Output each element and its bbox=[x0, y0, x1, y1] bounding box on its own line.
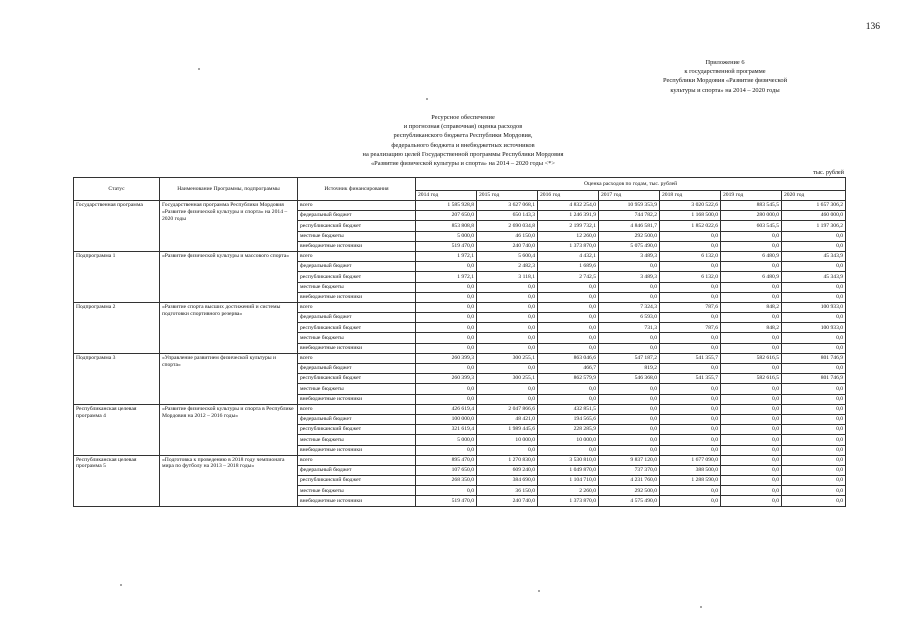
value-cell: 853 808,8 bbox=[416, 221, 477, 231]
value-cell: 0,0 bbox=[660, 425, 721, 435]
funding-source-cell: республиканский бюджет bbox=[298, 425, 416, 435]
value-cell: 260 399,3 bbox=[416, 374, 477, 384]
status-cell: Республиканская целевая программа 5 bbox=[74, 455, 160, 506]
value-cell: 0,0 bbox=[538, 282, 599, 292]
value-cell: 45 343,9 bbox=[782, 272, 846, 282]
header-year: 2019 год bbox=[721, 191, 782, 201]
value-cell: 0,0 bbox=[477, 384, 538, 394]
value-cell: 0,0 bbox=[782, 231, 846, 241]
value-cell: 0,0 bbox=[599, 292, 660, 302]
value-cell: 0,0 bbox=[477, 323, 538, 333]
program-name-cell: «Развитие физической культуры и спорта в Республике Мордовия на 2012 – 2016 годы» bbox=[160, 404, 298, 455]
funding-source-cell: федеральный бюджет bbox=[298, 313, 416, 323]
value-cell: 2 690 034,8 bbox=[477, 221, 538, 231]
value-cell: 0,0 bbox=[782, 343, 846, 353]
value-cell: 5 000,0 bbox=[416, 435, 477, 445]
funding-source-cell: внебюджетные источники bbox=[298, 343, 416, 353]
value-cell: 194 565,6 bbox=[538, 414, 599, 424]
value-cell: 0,0 bbox=[721, 262, 782, 272]
value-cell: 801 746,9 bbox=[782, 353, 846, 363]
value-cell: 36 150,0 bbox=[477, 486, 538, 496]
value-cell: 0,0 bbox=[660, 445, 721, 455]
value-cell: 1 585 928,8 bbox=[416, 201, 477, 211]
program-name-cell: Государственная программа Республики Мордовия «Развитие физической культуры и спорта» на 2014 – 2020 годы bbox=[160, 201, 298, 252]
value-cell: 895 470,0 bbox=[416, 455, 477, 465]
value-cell: 0,0 bbox=[477, 302, 538, 312]
funding-source-cell: федеральный бюджет bbox=[298, 414, 416, 424]
value-cell: 848,2 bbox=[721, 323, 782, 333]
value-cell: 46 150,0 bbox=[477, 231, 538, 241]
funding-source-cell: внебюджетные источники bbox=[298, 241, 416, 251]
value-cell: 0,0 bbox=[721, 384, 782, 394]
value-cell: 1 270 830,0 bbox=[477, 455, 538, 465]
funding-source-cell: республиканский бюджет bbox=[298, 323, 416, 333]
value-cell: 0,0 bbox=[416, 262, 477, 272]
scan-speck bbox=[700, 606, 702, 608]
value-cell: 519 470,0 bbox=[416, 241, 477, 251]
title-line: и прогнозная (справочная) оценка расходов bbox=[403, 123, 523, 131]
funding-source-cell: федеральный бюджет bbox=[298, 211, 416, 221]
value-cell: 6 593,0 bbox=[599, 313, 660, 323]
funding-source-cell: республиканский бюджет bbox=[298, 221, 416, 231]
header-year: 2015 год bbox=[477, 191, 538, 201]
table-row bbox=[74, 404, 846, 414]
header-year: 2018 год bbox=[660, 191, 721, 201]
funding-source-cell: внебюджетные источники bbox=[298, 445, 416, 455]
value-cell: 48 421,0 bbox=[477, 414, 538, 424]
value-cell: 0,0 bbox=[660, 343, 721, 353]
value-cell: 6 132,0 bbox=[660, 251, 721, 261]
value-cell: 3 118,1 bbox=[477, 272, 538, 282]
value-cell: 2 047 866,6 bbox=[477, 404, 538, 414]
value-cell: 1 689,6 bbox=[538, 262, 599, 272]
resource-table bbox=[73, 177, 846, 507]
value-cell: 4 432,1 bbox=[538, 251, 599, 261]
value-cell: 0,0 bbox=[721, 343, 782, 353]
table-body bbox=[74, 201, 846, 507]
value-cell: 0,0 bbox=[599, 384, 660, 394]
value-cell: 0,0 bbox=[599, 404, 660, 414]
funding-source-cell: всего bbox=[298, 404, 416, 414]
value-cell: 0,0 bbox=[721, 455, 782, 465]
funding-source-cell: всего bbox=[298, 201, 416, 211]
value-cell: 1 246 391,9 bbox=[538, 211, 599, 221]
title-line: на реализацию целей Государственной программы Республики Мордовия bbox=[362, 150, 564, 158]
header-estimate: Оценка расходов по годам, тыс. рублей bbox=[416, 178, 846, 191]
funding-source-cell: внебюджетные источники bbox=[298, 292, 416, 302]
value-cell: 6 480,9 bbox=[721, 272, 782, 282]
value-cell: 0,0 bbox=[782, 414, 846, 424]
value-cell: 0,0 bbox=[477, 333, 538, 343]
value-cell: 240 740,0 bbox=[477, 241, 538, 251]
value-cell: 466,7 bbox=[538, 364, 599, 374]
value-cell: 5 000,0 bbox=[416, 231, 477, 241]
program-name-cell: «Управление развитием физической культуры и спорта» bbox=[160, 353, 298, 404]
value-cell: 6 132,0 bbox=[660, 272, 721, 282]
value-cell: 0,0 bbox=[416, 343, 477, 353]
value-cell: 0,0 bbox=[782, 364, 846, 374]
value-cell: 300 255,1 bbox=[477, 374, 538, 384]
value-cell: 546 368,0 bbox=[599, 374, 660, 384]
value-cell: 0,0 bbox=[721, 241, 782, 251]
funding-source-cell: всего bbox=[298, 353, 416, 363]
value-cell: 3 530 810,0 bbox=[538, 455, 599, 465]
value-cell: 321 619,4 bbox=[416, 425, 477, 435]
value-cell: 0,0 bbox=[660, 262, 721, 272]
value-cell: 0,0 bbox=[477, 343, 538, 353]
program-name-cell: «Развитие спорта высших достижений и системы подготовки спортивного резерва» bbox=[160, 302, 298, 353]
value-cell: 426 619,4 bbox=[416, 404, 477, 414]
value-cell: 1 373 870,0 bbox=[538, 496, 599, 506]
scan-speck bbox=[426, 98, 428, 100]
value-cell: 0,0 bbox=[721, 486, 782, 496]
value-cell: 0,0 bbox=[660, 313, 721, 323]
value-cell: 0,0 bbox=[660, 496, 721, 506]
value-cell: 45 343,9 bbox=[782, 251, 846, 261]
value-cell: 0,0 bbox=[416, 292, 477, 302]
value-cell: 207 650,0 bbox=[416, 211, 477, 221]
value-cell: 1 972,1 bbox=[416, 251, 477, 261]
value-cell: 0,0 bbox=[721, 333, 782, 343]
value-cell: 6 480,9 bbox=[721, 251, 782, 261]
status-cell: Подпрограмма 3 bbox=[74, 353, 160, 404]
value-cell: 883 545,5 bbox=[721, 201, 782, 211]
value-cell: 2 260,0 bbox=[538, 486, 599, 496]
value-cell: 0,0 bbox=[599, 435, 660, 445]
value-cell: 240 740,0 bbox=[477, 496, 538, 506]
value-cell: 0,0 bbox=[782, 394, 846, 404]
value-cell: 731,3 bbox=[599, 323, 660, 333]
value-cell: 0,0 bbox=[721, 404, 782, 414]
scan-speck bbox=[120, 584, 122, 586]
value-cell: 0,0 bbox=[782, 455, 846, 465]
value-cell: 0,0 bbox=[477, 394, 538, 404]
value-cell: 541 355,7 bbox=[660, 353, 721, 363]
value-cell: 609 240,0 bbox=[477, 465, 538, 475]
value-cell: 300 255,1 bbox=[477, 353, 538, 363]
value-cell: 0,0 bbox=[538, 292, 599, 302]
value-cell: 0,0 bbox=[477, 364, 538, 374]
value-cell: 3 489,3 bbox=[599, 251, 660, 261]
value-cell: 0,0 bbox=[538, 394, 599, 404]
appendix-line: культуры и спорта» на 2014 – 2020 годы bbox=[670, 86, 780, 94]
value-cell: 0,0 bbox=[660, 364, 721, 374]
funding-source-cell: всего bbox=[298, 455, 416, 465]
value-cell: 0,0 bbox=[660, 435, 721, 445]
value-cell: 1 168 500,0 bbox=[660, 211, 721, 221]
value-cell: 0,0 bbox=[599, 425, 660, 435]
funding-source-cell: внебюджетные источники bbox=[298, 496, 416, 506]
value-cell: 0,0 bbox=[660, 282, 721, 292]
value-cell: 582 616,5 bbox=[721, 353, 782, 363]
value-cell: 801 746,9 bbox=[782, 374, 846, 384]
value-cell: 4 231 760,0 bbox=[599, 476, 660, 486]
value-cell: 0,0 bbox=[721, 313, 782, 323]
scan-speck bbox=[198, 68, 200, 70]
value-cell: 0,0 bbox=[721, 476, 782, 486]
funding-source-cell: местные бюджеты bbox=[298, 384, 416, 394]
value-cell: 0,0 bbox=[660, 231, 721, 241]
status-cell: Подпрограмма 1 bbox=[74, 251, 160, 302]
value-cell: 3 627 068,1 bbox=[477, 201, 538, 211]
value-cell: 0,0 bbox=[416, 364, 477, 374]
value-cell: 1 852 022,6 bbox=[660, 221, 721, 231]
value-cell: 7 324,3 bbox=[599, 302, 660, 312]
appendix-line: к государственной программе bbox=[684, 68, 766, 76]
value-cell: 4 575 490,0 bbox=[599, 496, 660, 506]
value-cell: 1 288 590,0 bbox=[660, 476, 721, 486]
value-cell: 0,0 bbox=[782, 384, 846, 394]
value-cell: 5 075 490,0 bbox=[599, 241, 660, 251]
funding-source-cell: всего bbox=[298, 251, 416, 261]
value-cell: 3 020 522,6 bbox=[660, 201, 721, 211]
value-cell: 0,0 bbox=[599, 333, 660, 343]
funding-source-cell: местные бюджеты bbox=[298, 231, 416, 241]
value-cell: 0,0 bbox=[721, 414, 782, 424]
value-cell: 0,0 bbox=[660, 241, 721, 251]
value-cell: 650 143,3 bbox=[477, 211, 538, 221]
value-cell: 863 046,6 bbox=[538, 353, 599, 363]
value-cell: 787,6 bbox=[660, 323, 721, 333]
funding-source-cell: республиканский бюджет bbox=[298, 476, 416, 486]
header-status: Статус bbox=[74, 178, 160, 201]
value-cell: 0,0 bbox=[782, 465, 846, 475]
value-cell: 0,0 bbox=[538, 323, 599, 333]
value-cell: 0,0 bbox=[660, 333, 721, 343]
value-cell: 0,0 bbox=[721, 445, 782, 455]
value-cell: 432 851,5 bbox=[538, 404, 599, 414]
value-cell: 0,0 bbox=[477, 445, 538, 455]
value-cell: 0,0 bbox=[782, 445, 846, 455]
value-cell: 0,0 bbox=[660, 384, 721, 394]
value-cell: 0,0 bbox=[782, 486, 846, 496]
value-cell: 0,0 bbox=[416, 486, 477, 496]
value-cell: 2 199 732,1 bbox=[538, 221, 599, 231]
appendix-note bbox=[610, 58, 840, 95]
value-cell: 547 187,2 bbox=[599, 353, 660, 363]
value-cell: 0,0 bbox=[721, 465, 782, 475]
value-cell: 292 500,0 bbox=[599, 486, 660, 496]
document-title bbox=[320, 113, 606, 168]
value-cell: 0,0 bbox=[416, 384, 477, 394]
value-cell: 0,0 bbox=[721, 364, 782, 374]
status-cell: Республиканская целевая программа 4 bbox=[74, 404, 160, 455]
value-cell: 819,2 bbox=[599, 364, 660, 374]
value-cell: 787,6 bbox=[660, 302, 721, 312]
value-cell: 0,0 bbox=[538, 343, 599, 353]
value-cell: 228 285,9 bbox=[538, 425, 599, 435]
value-cell: 10 000,0 bbox=[538, 435, 599, 445]
value-cell: 862 579,9 bbox=[538, 374, 599, 384]
value-cell: 0,0 bbox=[721, 496, 782, 506]
funding-source-cell: местные бюджеты bbox=[298, 333, 416, 343]
value-cell: 0,0 bbox=[599, 262, 660, 272]
program-name-cell: «Подготовка к проведению в 2018 году чемпионата мира по футболу на 2013 – 2018 годы» bbox=[160, 455, 298, 506]
funding-source-cell: всего bbox=[298, 302, 416, 312]
value-cell: 0,0 bbox=[782, 435, 846, 445]
status-cell: Подпрограмма 2 bbox=[74, 302, 160, 353]
value-cell: 0,0 bbox=[782, 262, 846, 272]
value-cell: 100 933,0 bbox=[782, 302, 846, 312]
value-cell: 0,0 bbox=[416, 333, 477, 343]
header-year: 2016 год bbox=[538, 191, 599, 201]
value-cell: 0,0 bbox=[721, 435, 782, 445]
funding-source-cell: местные бюджеты bbox=[298, 435, 416, 445]
value-cell: 1 972,1 bbox=[416, 272, 477, 282]
header-year: 2014 год bbox=[416, 191, 477, 201]
title-line: Ресурсное обеспечение bbox=[431, 114, 495, 121]
value-cell: 3 489,3 bbox=[599, 272, 660, 282]
value-cell: 107 650,0 bbox=[416, 465, 477, 475]
value-cell: 0,0 bbox=[416, 394, 477, 404]
appendix-line: Приложение 6 bbox=[705, 59, 745, 66]
table-row bbox=[74, 353, 846, 363]
value-cell: 0,0 bbox=[538, 445, 599, 455]
value-cell: 0,0 bbox=[416, 313, 477, 323]
value-cell: 0,0 bbox=[660, 414, 721, 424]
value-cell: 0,0 bbox=[782, 241, 846, 251]
value-cell: 519 470,0 bbox=[416, 496, 477, 506]
value-cell: 603 545,5 bbox=[721, 221, 782, 231]
value-cell: 0,0 bbox=[782, 425, 846, 435]
value-cell: 280 000,0 bbox=[721, 211, 782, 221]
value-cell: 0,0 bbox=[599, 343, 660, 353]
funding-source-cell: федеральный бюджет bbox=[298, 262, 416, 272]
value-cell: 0,0 bbox=[721, 425, 782, 435]
value-cell: 848,2 bbox=[721, 302, 782, 312]
value-cell: 100 933,0 bbox=[782, 323, 846, 333]
value-cell: 0,0 bbox=[416, 323, 477, 333]
value-cell: 4 846 581,7 bbox=[599, 221, 660, 231]
value-cell: 1 373 870,0 bbox=[538, 241, 599, 251]
value-cell: 0,0 bbox=[538, 313, 599, 323]
status-cell: Государственная программа bbox=[74, 201, 160, 252]
value-cell: 737 370,0 bbox=[599, 465, 660, 475]
value-cell: 0,0 bbox=[782, 404, 846, 414]
value-cell: 582 616,5 bbox=[721, 374, 782, 384]
funding-source-cell: местные бюджеты bbox=[298, 486, 416, 496]
value-cell: 1 677 090,0 bbox=[660, 455, 721, 465]
funding-source-cell: внебюджетные источники bbox=[298, 394, 416, 404]
value-cell: 0,0 bbox=[660, 394, 721, 404]
header-source: Источник финансирования bbox=[298, 178, 416, 201]
table-row bbox=[74, 455, 846, 465]
value-cell: 0,0 bbox=[721, 292, 782, 302]
value-cell: 0,0 bbox=[721, 394, 782, 404]
value-cell: 0,0 bbox=[477, 282, 538, 292]
appendix-line: Республики Мордовия «Развитие физической bbox=[662, 77, 788, 85]
value-cell: 744 782,2 bbox=[599, 211, 660, 221]
value-cell: 2 742,5 bbox=[538, 272, 599, 282]
funding-source-cell: республиканский бюджет bbox=[298, 374, 416, 384]
funding-source-cell: федеральный бюджет bbox=[298, 364, 416, 374]
value-cell: 1 989 445,6 bbox=[477, 425, 538, 435]
value-cell: 0,0 bbox=[416, 282, 477, 292]
value-cell: 0,0 bbox=[599, 445, 660, 455]
value-cell: 292 500,0 bbox=[599, 231, 660, 241]
value-cell: 1 657 306,2 bbox=[782, 201, 846, 211]
value-cell: 268 350,0 bbox=[416, 476, 477, 486]
funding-source-cell: республиканский бюджет bbox=[298, 272, 416, 282]
value-cell: 0,0 bbox=[782, 476, 846, 486]
value-cell: 10 959 353,9 bbox=[599, 201, 660, 211]
value-cell: 2 482,3 bbox=[477, 262, 538, 272]
value-cell: 0,0 bbox=[782, 282, 846, 292]
value-cell: 0,0 bbox=[416, 302, 477, 312]
value-cell: 10 000,0 bbox=[477, 435, 538, 445]
table-row bbox=[74, 251, 846, 261]
value-cell: 0,0 bbox=[782, 313, 846, 323]
value-cell: 100 000,0 bbox=[416, 414, 477, 424]
value-cell: 0,0 bbox=[721, 282, 782, 292]
value-cell: 9 837 120,0 bbox=[599, 455, 660, 465]
funding-source-cell: местные бюджеты bbox=[298, 282, 416, 292]
value-cell: 0,0 bbox=[599, 414, 660, 424]
value-cell: 0,0 bbox=[660, 404, 721, 414]
value-cell: 260 399,3 bbox=[416, 353, 477, 363]
title-line: «Развитие физической культуры и спорта» на 2014 – 2020 годы <*> bbox=[370, 160, 556, 168]
units-label: тыс. рублей bbox=[813, 169, 844, 176]
value-cell: 4 832 254,0 bbox=[538, 201, 599, 211]
value-cell: 0,0 bbox=[477, 313, 538, 323]
header-year: 2017 год bbox=[599, 191, 660, 201]
value-cell: 0,0 bbox=[782, 292, 846, 302]
value-cell: 0,0 bbox=[782, 333, 846, 343]
value-cell: 0,0 bbox=[660, 292, 721, 302]
funding-source-cell: федеральный бюджет bbox=[298, 465, 416, 475]
value-cell: 0,0 bbox=[782, 496, 846, 506]
title-line: республиканского бюджета Республики Мордовия, bbox=[393, 132, 533, 140]
value-cell: 0,0 bbox=[477, 292, 538, 302]
value-cell: 541 355,7 bbox=[660, 374, 721, 384]
program-name-cell: «Развитие физической культуры и массового спорта» bbox=[160, 251, 298, 302]
value-cell: 1 197 306,2 bbox=[782, 221, 846, 231]
value-cell: 5 600,4 bbox=[477, 251, 538, 261]
table-row bbox=[74, 201, 846, 211]
page-number: 136 bbox=[865, 22, 880, 32]
header-year: 2020 год bbox=[782, 191, 846, 201]
value-cell: 0,0 bbox=[599, 282, 660, 292]
table-row bbox=[74, 302, 846, 312]
value-cell: 0,0 bbox=[538, 302, 599, 312]
value-cell: 12 260,0 bbox=[538, 231, 599, 241]
value-cell: 1 049 870,0 bbox=[538, 465, 599, 475]
scan-speck bbox=[538, 590, 540, 592]
value-cell: 384 690,0 bbox=[477, 476, 538, 486]
value-cell: 0,0 bbox=[538, 384, 599, 394]
value-cell: 0,0 bbox=[721, 231, 782, 241]
header-name: Наименование Программы, подпрограммы bbox=[160, 178, 298, 201]
value-cell: 388 500,0 bbox=[660, 465, 721, 475]
value-cell: 460 000,0 bbox=[782, 211, 846, 221]
value-cell: 0,0 bbox=[538, 333, 599, 343]
value-cell: 1 104 710,0 bbox=[538, 476, 599, 486]
title-line: федерального бюджета и внебюджетных источников bbox=[391, 141, 535, 149]
value-cell: 0,0 bbox=[599, 394, 660, 404]
value-cell: 0,0 bbox=[660, 486, 721, 496]
value-cell: 0,0 bbox=[416, 445, 477, 455]
